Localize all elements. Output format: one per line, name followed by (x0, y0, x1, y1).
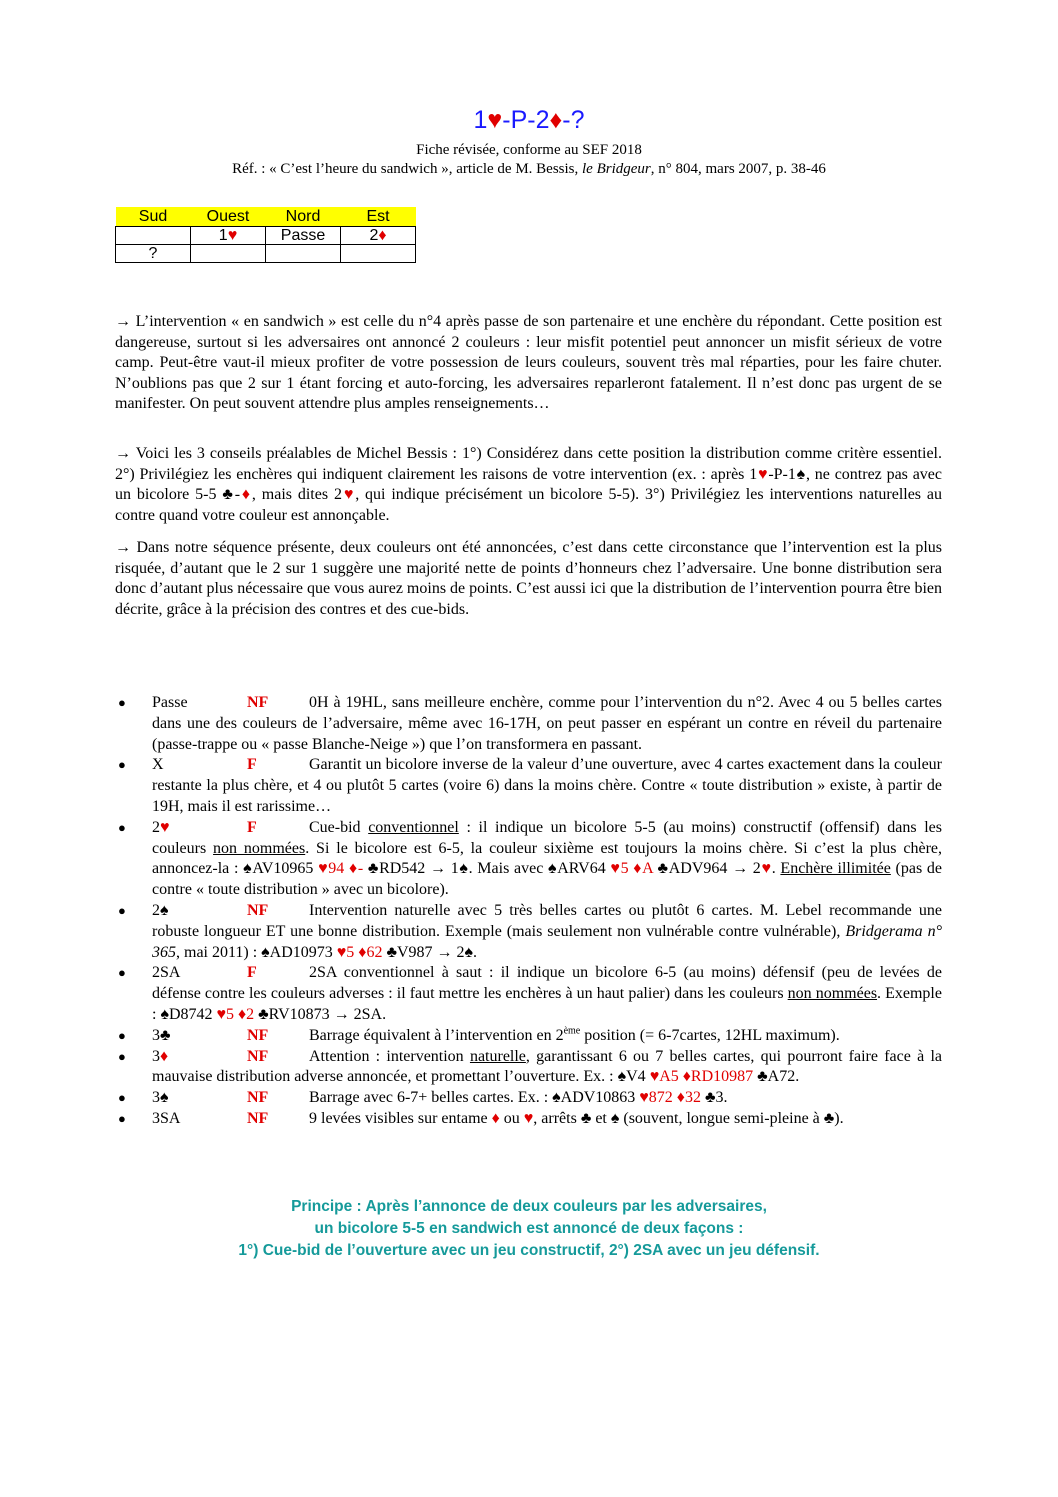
header-nord: Nord (266, 207, 341, 227)
list-item (115, 1088, 942, 1109)
text-run: Intervention naturelle avec 5 très belles cartes ou plutôt 6 cartes. M. Lebel recommande une robuste longueur ET une bonne distribution. Exemple (mais seulement non vulnérable contre vulnérable), (152, 901, 942, 940)
paragraph-sandwich: → L’intervention « en sandwich » est celle du n°4 après passe de son partenaire et une enchère du répondant. Cette position est dangereuse, surtout si les adversaires ont annoncé 2 couleurs : leur misfit potentiel peut annoncer un misfit sérieux de votre camp. Peut-être vaut-il mieux profiter de votre possession de leurs couleurs, souvent très mal réparties, pour les faire chuter. N’oublions pas que 2 sur 1 étant forcing et auto-forcing, les adversaires reparleront fatalement. Il n’est donc pas urgent de se manifester. On peut souvent attendre plus amples renseignements… (115, 313, 942, 412)
superscript: ème (563, 1025, 581, 1037)
force-label: NF (247, 901, 269, 919)
diamond-suit-icon: ♦ (378, 227, 387, 244)
subtitle: Fiche révisée, conforme au SEF 2018 (416, 142, 642, 158)
diamond-suit-icon: ♦ (160, 1047, 169, 1065)
text-run: . Exemple : ♠D8742 (152, 985, 942, 1023)
bid-description (309, 1110, 844, 1127)
bullet-icon: ● (118, 819, 126, 835)
text-run: ♣V987 → 2♠. (382, 943, 478, 961)
bid-name: 3♠ (152, 1089, 169, 1107)
text-run: position (= 6-7cartes, 12HL maximum). (580, 1026, 840, 1044)
list-item (115, 755, 942, 817)
bid-name: 3SA (152, 1109, 181, 1127)
text-run: Barrage avec 6-7+ belles cartes. Ex. : ♠ADV10863 (309, 1089, 640, 1107)
bullet-icon: ● (118, 965, 126, 981)
bullet-icon: ● (118, 1110, 126, 1126)
text-run: . Si le bicolore est 6-5, la couleur sixième est toujours la moins chère. Si c’est la plus chère, annoncez-la : ♠AV10965 (152, 839, 942, 878)
underlined-text: conventionnel (368, 818, 459, 836)
list-item (115, 1026, 942, 1047)
title-level: 1 (473, 106, 488, 134)
list-item (115, 1109, 942, 1130)
red-suits-text: ♥5 ♦2 (216, 1005, 255, 1023)
red-suits-text: ♥A5 ♦RD10987 (649, 1068, 754, 1086)
bullet-icon: ● (118, 695, 126, 710)
diamond-suit-icon: ♦ (491, 1109, 500, 1127)
bid-name (152, 1047, 247, 1068)
bid-name: 3♣ (152, 1026, 171, 1044)
text-run: ♣ADV964 → 2 (652, 860, 761, 878)
force-label: NF (247, 694, 269, 711)
red-suits-text: ♥872 ♦32 (639, 1089, 701, 1107)
header-sud: Sud (116, 207, 191, 227)
underlined-text: non nommées (213, 839, 306, 857)
heart-suit-icon: ♥ (757, 465, 769, 483)
heart-suit-icon: ♥ (341, 486, 356, 503)
red-suits-text: ♥94 ♦- (318, 860, 364, 878)
force-label: NF (247, 1047, 269, 1065)
bid-description: Garantit un bicolore inverse de la valeur d’une ouverture, avec 4 cartes exactement dans la couleur restante la plus chère, et 4 ou plutôt 5 cartes (voire 6) dans la moins chère. Contre « toute distribution » existe, à partir de 19H, mais il est rarissime… (152, 756, 942, 815)
text-run: , mai 2011) : ♠AD10973 (176, 943, 337, 961)
cell-nord: Passe (266, 227, 341, 245)
text-run: : il indique un bicolore 5-5 (au moins) constructif (offensif) dans les couleurs (152, 818, 943, 857)
header-ouest: Ouest (191, 207, 266, 227)
force-label: F (247, 756, 257, 774)
text-run: ♣RD542 → 1♠. Mais avec ♠ARV64 (363, 860, 611, 878)
red-suits-text: ♥5 ♦62 (336, 943, 383, 961)
bullet-icon: ● (118, 902, 126, 918)
bid-description (309, 1027, 840, 1044)
reference (0, 160, 1058, 178)
title-end: -? (562, 106, 585, 134)
list-item (115, 818, 942, 901)
text-run: Barrage équivalent à l’intervention en 2 (309, 1026, 564, 1044)
heart-suit-icon: ♥ (160, 818, 170, 836)
text-run: Attention : intervention (309, 1047, 470, 1065)
red-suits-text: ♥5 ♦A (610, 860, 653, 878)
paragraph-sequence: → Dans notre séquence présente, deux couleurs ont été annoncées, c’est dans cette circonstance que l’intervention est la plus risquée, d’autant que le 2 sur 1 suggère une majorité nette de points d’honneurs chez l’adversaire. Une bonne distribution sera donc d’autant plus nécessaire que vous aurez moins de points. C’est aussi ici que la distribution de l’intervention pourra être bien décrite, grâce à la précision des contres et des cue-bids. (115, 539, 942, 618)
text-run: ou (499, 1109, 524, 1127)
text-run: ♣3. (700, 1089, 728, 1107)
bidding-header-row (116, 207, 416, 227)
force-label: NF (247, 1089, 269, 1107)
page-title (0, 105, 1058, 135)
force-label: F (247, 964, 257, 982)
bidding-row (116, 245, 416, 263)
text-run: Cue-bid (309, 818, 369, 836)
underlined-text: Enchère illimitée (780, 860, 891, 878)
bid-name: 2♠ (152, 901, 169, 919)
underlined-text: naturelle (469, 1047, 526, 1065)
text-run: ♣A72. (753, 1068, 800, 1086)
bid-list (115, 693, 942, 1130)
heart-suit-icon: ♥ (523, 1109, 534, 1127)
bid-level: 2 (152, 818, 160, 836)
cell-est (341, 227, 416, 245)
bid-level: 1 (218, 227, 228, 244)
bid-level: 3 (152, 1047, 160, 1065)
bid-level: 2 (369, 227, 379, 244)
cell-ouest (191, 245, 266, 263)
diamond-suit-icon: ♦ (240, 486, 252, 503)
principle-line-2: un bicolore 5-5 en sandwich est annoncé de deux façons : (314, 1220, 744, 1237)
reference-details: , n° 804, mars 2007, p. 38-46 (650, 161, 826, 177)
text-run: ♣RV10873 → 2SA. (254, 1005, 387, 1023)
bid-description (309, 1089, 727, 1106)
list-item (115, 693, 942, 755)
bidding-table (115, 207, 416, 263)
force-label: NF (247, 1026, 269, 1044)
text-run: , arrêts ♣ et ♠ (souvent, longue semi-pleine à ♣). (533, 1109, 844, 1127)
header-est: Est (341, 207, 416, 227)
heart-suit-icon: ♥ (760, 860, 772, 878)
bid-name: X (152, 756, 164, 774)
text-run: , mais dites 2 (251, 486, 342, 503)
text-run: (pas de contre « toute distribution » avec un bicolore). (152, 860, 943, 899)
paragraph-conseils (115, 444, 942, 526)
bid-name (152, 818, 247, 839)
bullet-icon: ● (118, 757, 126, 773)
bidding-row (116, 227, 416, 245)
cell-sud (116, 227, 191, 245)
underlined-text: non nommées (787, 985, 878, 1003)
list-item (115, 901, 942, 963)
bullet-icon: ● (118, 1048, 126, 1064)
bid-description: 0H à 19HL, sans meilleure enchère, comme pour l’intervention du n°2. Avec 4 ou 5 belles cartes dans une des couleurs de l’adversaire, même avec 16-17H, on peut passer en espérant un contre en réveil du partenaire (passe-trappe ou « passe Blanche-Neige ») que l’on transformera en passant. (152, 694, 942, 753)
text-run: 2SA conventionnel à saut : il indique un bicolore 6-5 (au moins) défensif (peu de levées de défense contre les couleurs adverses : il faut mettre les enchères à un haut palier) dans les couleurs (152, 964, 942, 1003)
text-run: 9 levées visibles sur entame (309, 1109, 492, 1127)
bid-name: Passe (152, 694, 188, 711)
cell-est (341, 245, 416, 263)
reference-journal: le Bridgeur (582, 161, 651, 177)
bullet-icon: ● (118, 1090, 126, 1106)
force-label: F (247, 818, 257, 836)
text-run: , garantissant 6 ou 7 belles cartes, qui pourront faire face à la mauvaise distribution adverse annoncée, et promettant l’ouverture. Ex. : ♠V4 (152, 1047, 942, 1086)
diamond-suit-icon: ♦ (549, 106, 563, 134)
bullet-icon: ● (118, 1027, 126, 1043)
heart-suit-icon: ♥ (227, 227, 238, 244)
list-item (115, 1047, 942, 1089)
text-run: . (771, 860, 781, 878)
principle-line-3: 1°) Cue-bid de l’ouverture avec un jeu constructif, 2°) 2SA avec un jeu défensif. (238, 1242, 820, 1259)
cell-ouest (191, 227, 266, 245)
bid-name: 2SA (152, 964, 181, 982)
reference-text: Réf. : « C’est l’heure du sandwich », article de M. Bessis, (232, 161, 582, 177)
text-run: , qui indique précisément un bicolore 5-5). 3°) Privilégiez les interventions naturelles au contre quand votre couleur est annonçable. (115, 486, 943, 524)
title-sequence: -P-2 (502, 106, 550, 134)
cell-nord (266, 245, 341, 263)
cell-sud: ? (116, 245, 191, 263)
text-run: -P-1♠, ne contrez pas avec un bicolore 5-5 ♣- (115, 465, 943, 503)
italic-text: Bridgerama n° 365 (152, 922, 942, 961)
force-label: NF (247, 1109, 269, 1127)
list-item (115, 963, 942, 1025)
text-run: → Voici les 3 conseils préalables de Michel Bessis : 1°) Considérez dans cette position la distribution comme critère essentiel. 2°) Privilégiez les enchères qui indiquent clairement les raisons de votre intervention (ex. : après 1 (115, 445, 942, 483)
heart-suit-icon: ♥ (487, 106, 503, 134)
principle-line-1: Principe : Après l’annonce de deux couleurs par les adversaires, (291, 1198, 767, 1215)
